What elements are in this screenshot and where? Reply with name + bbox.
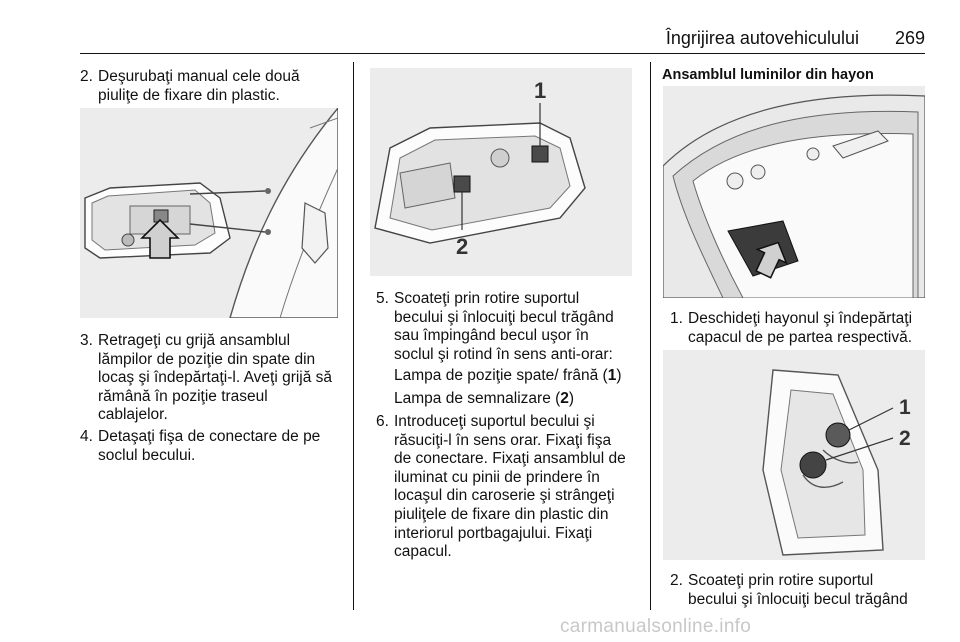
figure-tailgate-open <box>663 86 925 298</box>
page-header <box>80 28 925 54</box>
tailgate-bulbs-illustration <box>663 350 925 560</box>
section-heading: Ansamblul luminilor din hayon <box>662 67 874 83</box>
bulb-holders-illustration <box>370 68 632 276</box>
column-divider-2 <box>650 62 651 610</box>
lamp-turn-signal: Lampa de semnalizare (2) <box>394 390 575 407</box>
figure-label-1: 1 <box>899 396 911 419</box>
page-number: 269 <box>894 28 925 48</box>
tailgate-illustration <box>663 86 925 298</box>
lamp-position-brake: Lampa de poziţie spate/ frână (1) <box>394 367 622 384</box>
chapter-title: Îngrijirea autovehiculului <box>665 28 859 48</box>
figure-tailgate-bulbs <box>663 350 925 560</box>
column-divider-1 <box>353 62 354 610</box>
lamp-removal-illustration <box>80 108 338 318</box>
figure-bulb-holders <box>370 68 632 276</box>
figure-label-2: 2 <box>456 234 469 259</box>
figure-label-2: 2 <box>899 427 911 450</box>
figure-label-1: 1 <box>534 78 547 103</box>
header-rule <box>80 53 925 54</box>
watermark: carmanualsonline.info <box>560 616 752 637</box>
figure-lamp-removal <box>80 108 338 318</box>
